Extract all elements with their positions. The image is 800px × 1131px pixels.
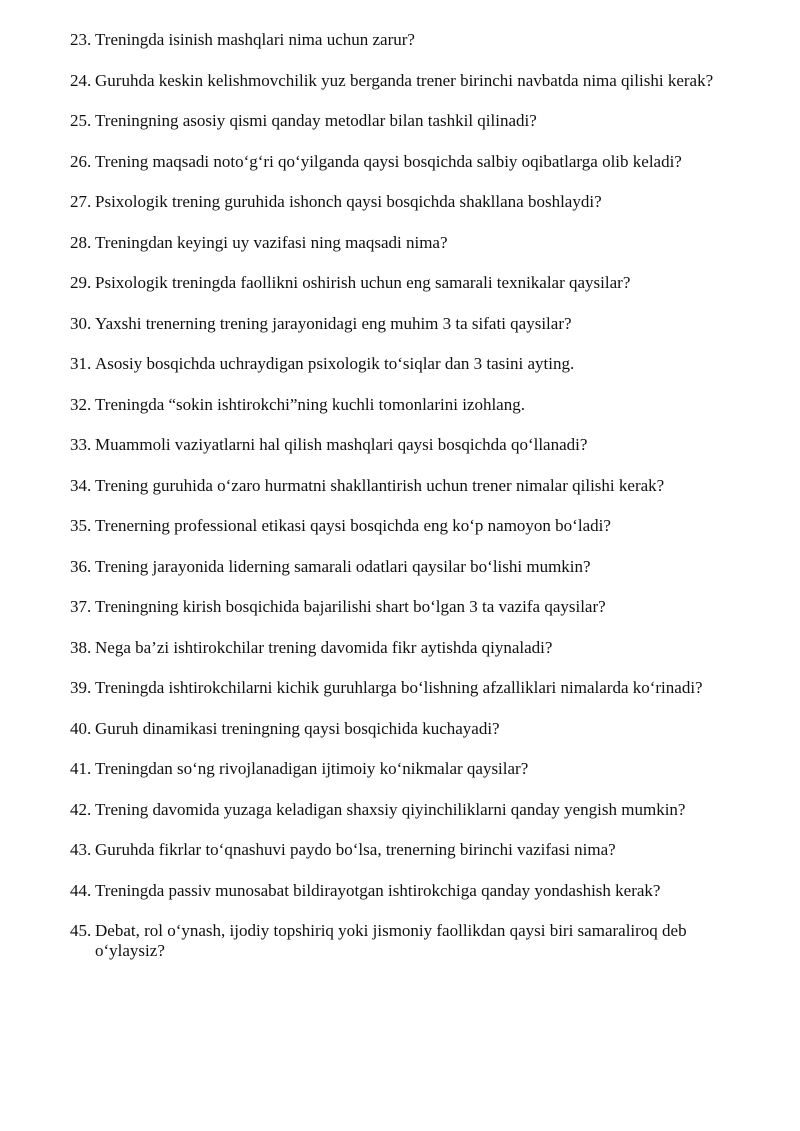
question-text: Nega ba’zi ishtirokchilar trening davomida fikr aytishda qiynaladi? [95,637,553,657]
question-item [70,719,735,739]
question-item [70,476,735,496]
question-text: Treningda passiv munosabat bildirayotgan ishtirokchiga qanday yondashish kerak? [95,880,661,900]
question-text: Guruh dinamikasi treningning qaysi bosqichida kuchayadi? [95,718,500,738]
question-item [70,233,735,253]
question-item [70,314,735,334]
question-item [70,840,735,860]
question-item [70,395,735,415]
question-text: Guruhda keskin kelishmovchilik yuz berganda trener birinchi navbatda nima qilishi kerak? [95,70,714,90]
question-number: 32. [70,394,92,414]
question-number: 23. [70,30,92,49]
question-item [70,111,735,131]
question-number: 41. [70,759,92,778]
question-text: Debat, rol o‘ynash, ijodiy topshiriq yoki jismoniy faollikdan qaysi biri samaraliroq deb o‘ylaysiz? [95,921,687,960]
question-number: 31. [70,354,92,373]
question-text: Psixologik treningda faollikni oshirish uchun eng samarali texnikalar qaysilar? [95,273,631,292]
question-item [70,638,735,658]
question-number: 38. [70,637,92,657]
question-item [70,678,735,698]
question-item [70,435,735,455]
question-text: Trening maqsadi noto‘g‘ri qo‘yilganda qaysi bosqichda salbiy oqibatlarga olib keladi? [95,151,682,171]
question-number: 34. [70,475,92,495]
question-number: 42. [70,799,92,819]
question-text: Treningning asosiy qismi qanday metodlar bilan tashkil qilinadi? [95,111,537,130]
question-number: 27. [70,192,92,211]
question-text: Treningdan so‘ng rivojlanadigan ijtimoiy ko‘nikmalar qaysilar? [95,759,529,778]
question-item [70,921,735,961]
question-text: Treningda “sokin ishtirokchi”ning kuchli tomonlarini izohlang. [95,394,525,414]
question-item [70,152,735,172]
question-item [70,597,735,617]
question-text: Treningning kirish bosqichida bajarilishi shart bo‘lgan 3 ta vazifa qaysilar? [95,597,606,616]
question-number: 30. [70,313,92,333]
question-number: 29. [70,273,92,292]
question-item [70,557,735,577]
question-item [70,800,735,820]
question-item [70,516,735,536]
question-text: Treningda isinish mashqlari nima uchun zarur? [95,30,415,49]
question-text: Trening jarayonida liderning samarali odatlari qaysilar bo‘lishi mumkin? [95,556,591,576]
question-item [70,273,735,293]
question-number: 35. [70,516,92,535]
question-number: 36. [70,556,92,576]
question-number: 24. [70,70,92,90]
question-number: 28. [70,232,92,252]
question-list [70,30,735,982]
question-item [70,881,735,901]
question-text: Guruhda fikrlar to‘qnashuvi paydo bo‘lsa, trenerning birinchi vazifasi nima? [95,840,616,859]
question-number: 44. [70,880,92,900]
question-item [70,354,735,374]
question-item [70,71,735,91]
question-text: Asosiy bosqichda uchraydigan psixologik to‘siqlar dan 3 tasini ayting. [95,354,575,373]
question-number: 43. [70,840,92,859]
question-number: 39. [70,678,92,697]
question-number: 26. [70,151,92,171]
question-text: Trening davomida yuzaga keladigan shaxsiy qiyinchiliklarni qanday yengish mumkin? [95,799,686,819]
question-number: 40. [70,718,92,738]
question-number: 37. [70,597,92,616]
question-text: Muammoli vaziyatlarni hal qilish mashqlari qaysi bosqichda qo‘llanadi? [95,435,588,454]
question-number: 45. [70,921,92,940]
question-text: Trenerning professional etikasi qaysi bosqichda eng ko‘p namoyon bo‘ladi? [95,516,611,535]
question-text: Trening guruhida o‘zaro hurmatni shakllantirish uchun trener nimalar qilishi kerak? [95,475,665,495]
question-item [70,759,735,779]
question-text: Treningda ishtirokchilarni kichik guruhlarga bo‘lishning afzalliklari nimalarda ko‘rinadi? [95,678,703,697]
question-item [70,30,735,50]
question-item [70,192,735,212]
question-number: 25. [70,111,92,130]
question-number: 33. [70,435,92,454]
question-text: Yaxshi trenerning trening jarayonidagi eng muhim 3 ta sifati qaysilar? [95,313,572,333]
question-text: Psixologik trening guruhida ishonch qaysi bosqichda shakllana boshlaydi? [95,192,602,211]
question-text: Treningdan keyingi uy vazifasi ning maqsadi nima? [95,232,448,252]
